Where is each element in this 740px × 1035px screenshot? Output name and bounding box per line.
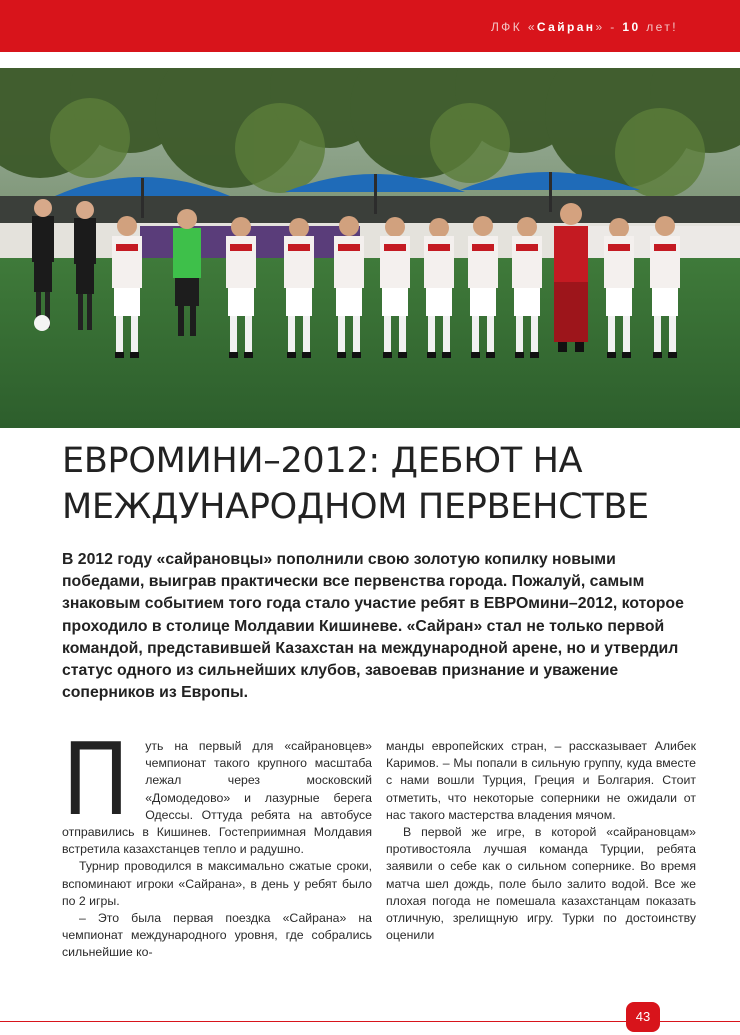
body-column-right	[386, 738, 696, 998]
paragraph: Турнир проводился в максимально сжатые сроки, вспоминают игроки «Сайрана», в день у ребят было по 2 игры.	[62, 859, 372, 908]
page-number: 43	[635, 1009, 651, 1024]
team-photo	[0, 68, 740, 428]
article-lead: В 2012 году «сайрановцы» пополнили свою золотую копилку новыми победами, выиграв практически все первенства города. Пожалуй, самым знаковым событием того года стало участие ребят в ЕВРОмини–2012, которое проходило в столице Молдавии Кишиневе. «Сайран» стал не только первой командой, представившей Казахстан на международной арене, но и утвердил статус одного из сильнейших клубов, завоевав признание и уважение соперников из Европы.	[62, 551, 684, 702]
paragraph: уть на первый для «сайрановцев» чемпионат такого крупного масштаба лежал через московский «Домодедово» и лазурные берега Одессы. Оттуда ребята на автобусе отправились в Кишинев. Гостеприимная Молдавия встретила казахстанцев тепло и радушно.	[62, 739, 372, 857]
paragraph: манды европейских стран, – рассказывает Алибек Каримов. – Мы попали в сильную группу, куда вместе с нами вошли Турция, Греция и Болгария. Стоит отметить, что некоторые соперники не ожидали от нас такого мастерства владения мячом.	[386, 739, 696, 822]
drop-cap: П	[62, 721, 130, 838]
article-title: ЕВРОМИНИ–2012: ДЕБЮТ НА МЕЖДУНАРОДНОМ ПЕРВЕНСТВЕ	[62, 441, 649, 527]
paragraph: – Это была первая поездка «Сайрана» на чемпионат международного уровня, где собрались сильнейшие ко-	[62, 911, 372, 960]
header-title: ЛФК «Сайран» - 10 лет!	[491, 20, 678, 34]
article-body	[62, 721, 696, 998]
paragraph: В первой же игре, в которой «сайрановцам» противостояла лучшая команда Турции, ребята заявили о себе как о сильном сопернике. Во время матча шел дождь, поле было залито водой. Все же плохая погода не помешала казахстанцам показать отличную, зрелищную игру. Турки по достоинству оценили	[386, 825, 696, 943]
page-number-badge	[626, 1002, 660, 1032]
body-column-left	[62, 721, 372, 998]
